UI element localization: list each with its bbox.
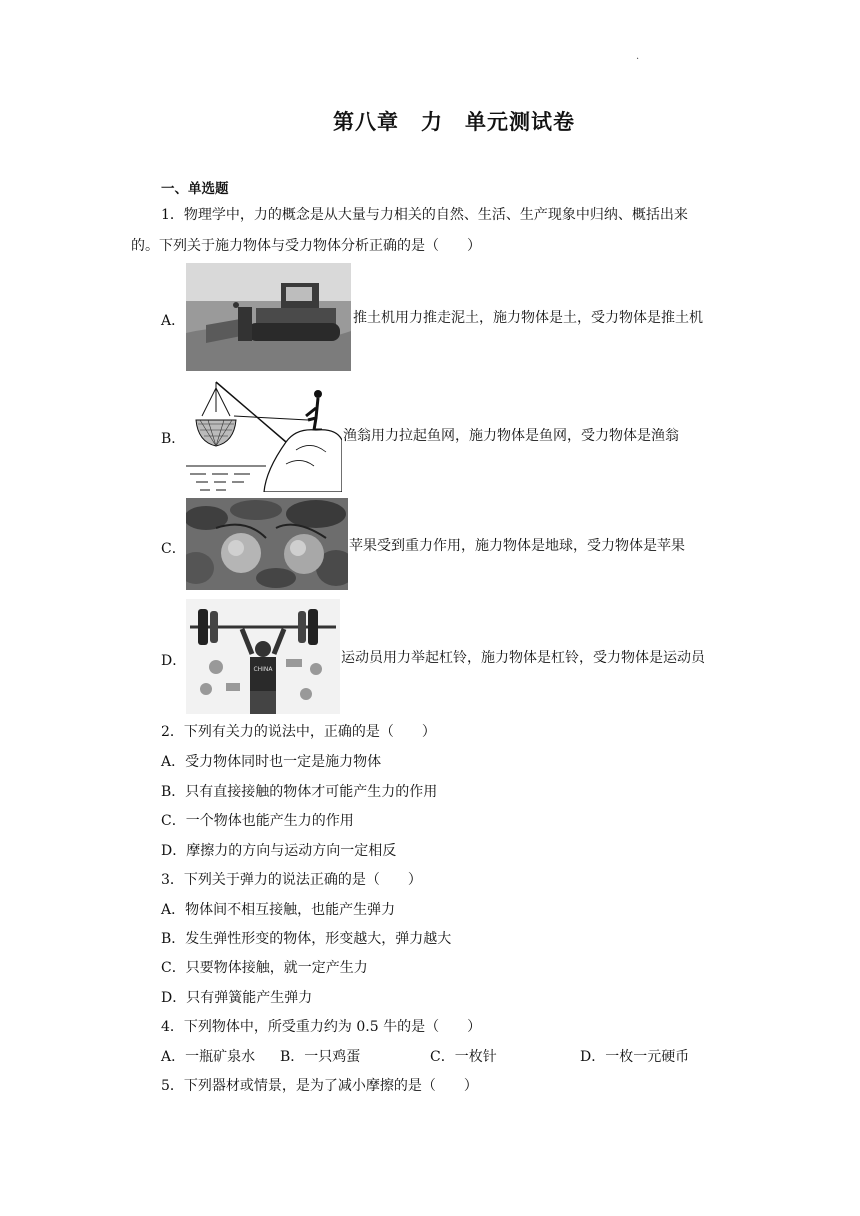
fisherman-net-drawing [186, 380, 342, 492]
q1-option-c-label: C． [161, 541, 186, 557]
q1-option-c-text: 苹果受到重力作用，施力物体是地球，受力物体是苹果 [349, 538, 685, 554]
q2-option-b: B．只有直接接触的物体才可能产生力的作用 [161, 784, 438, 800]
page-title: 第八章 力 单元测试卷 [333, 110, 575, 134]
q1-option-b-label: B． [161, 431, 186, 447]
q1-option-d-label: D． [161, 653, 187, 669]
q2-option-a: A．受力物体同时也一定是施力物体 [161, 754, 382, 770]
q1-stem-line2: 的。下列关于施力物体与受力物体分析正确的是（ ） [131, 238, 481, 254]
q3-option-b: B．发生弹性形变的物体，形变越大，弹力越大 [161, 931, 452, 947]
q4-option-a: A．一瓶矿泉水 [161, 1049, 256, 1065]
q1-option-d-text: 运动员用力举起杠铃，施力物体是杠铃，受力物体是运动员 [341, 650, 705, 666]
q1-stem-line1: 1．物理学中，力的概念是从大量与力相关的自然、生活、生产现象中归纳、概括出来 [161, 207, 688, 223]
q2-option-d: D．摩擦力的方向与运动方向一定相反 [161, 843, 397, 859]
q1-option-b-text: 渔翁用力拉起鱼网，施力物体是鱼网，受力物体是渔翁 [343, 428, 679, 444]
q1-option-a-label: A． [161, 313, 186, 329]
q4-option-d: D．一枚一元硬币 [580, 1049, 690, 1065]
q1-option-a-text: 推土机用力推走泥土，施力物体是土，受力物体是推土机 [353, 310, 703, 326]
q4-option-c: C．一枚针 [430, 1049, 497, 1065]
q5-stem: 5．下列器材或情景，是为了减小摩擦的是（ ） [161, 1078, 478, 1094]
q3-stem: 3．下列关于弹力的说法正确的是（ ） [161, 872, 422, 888]
header-dot: · [636, 54, 640, 65]
q2-option-c: C．一个物体也能产生力的作用 [161, 813, 354, 829]
jersey-text: CHINA [253, 666, 273, 673]
q3-option-a: A．物体间不相互接触，也能产生弹力 [161, 902, 396, 918]
q4-option-b: B．一只鸡蛋 [280, 1049, 361, 1065]
q2-stem: 2．下列有关力的说法中，正确的是（ ） [161, 724, 436, 740]
bulldozer-photo [186, 263, 351, 371]
weightlifter-photo [186, 599, 340, 714]
q4-stem: 4．下列物体中，所受重力约为 0.5 牛的是（ ） [161, 1019, 482, 1035]
q3-option-d: D．只有弹簧能产生弹力 [161, 990, 313, 1006]
section-heading-single-choice: 一、单选题 [161, 181, 229, 197]
apples-photo [186, 498, 348, 590]
q3-option-c: C．只要物体接触，就一定产生力 [161, 960, 368, 976]
